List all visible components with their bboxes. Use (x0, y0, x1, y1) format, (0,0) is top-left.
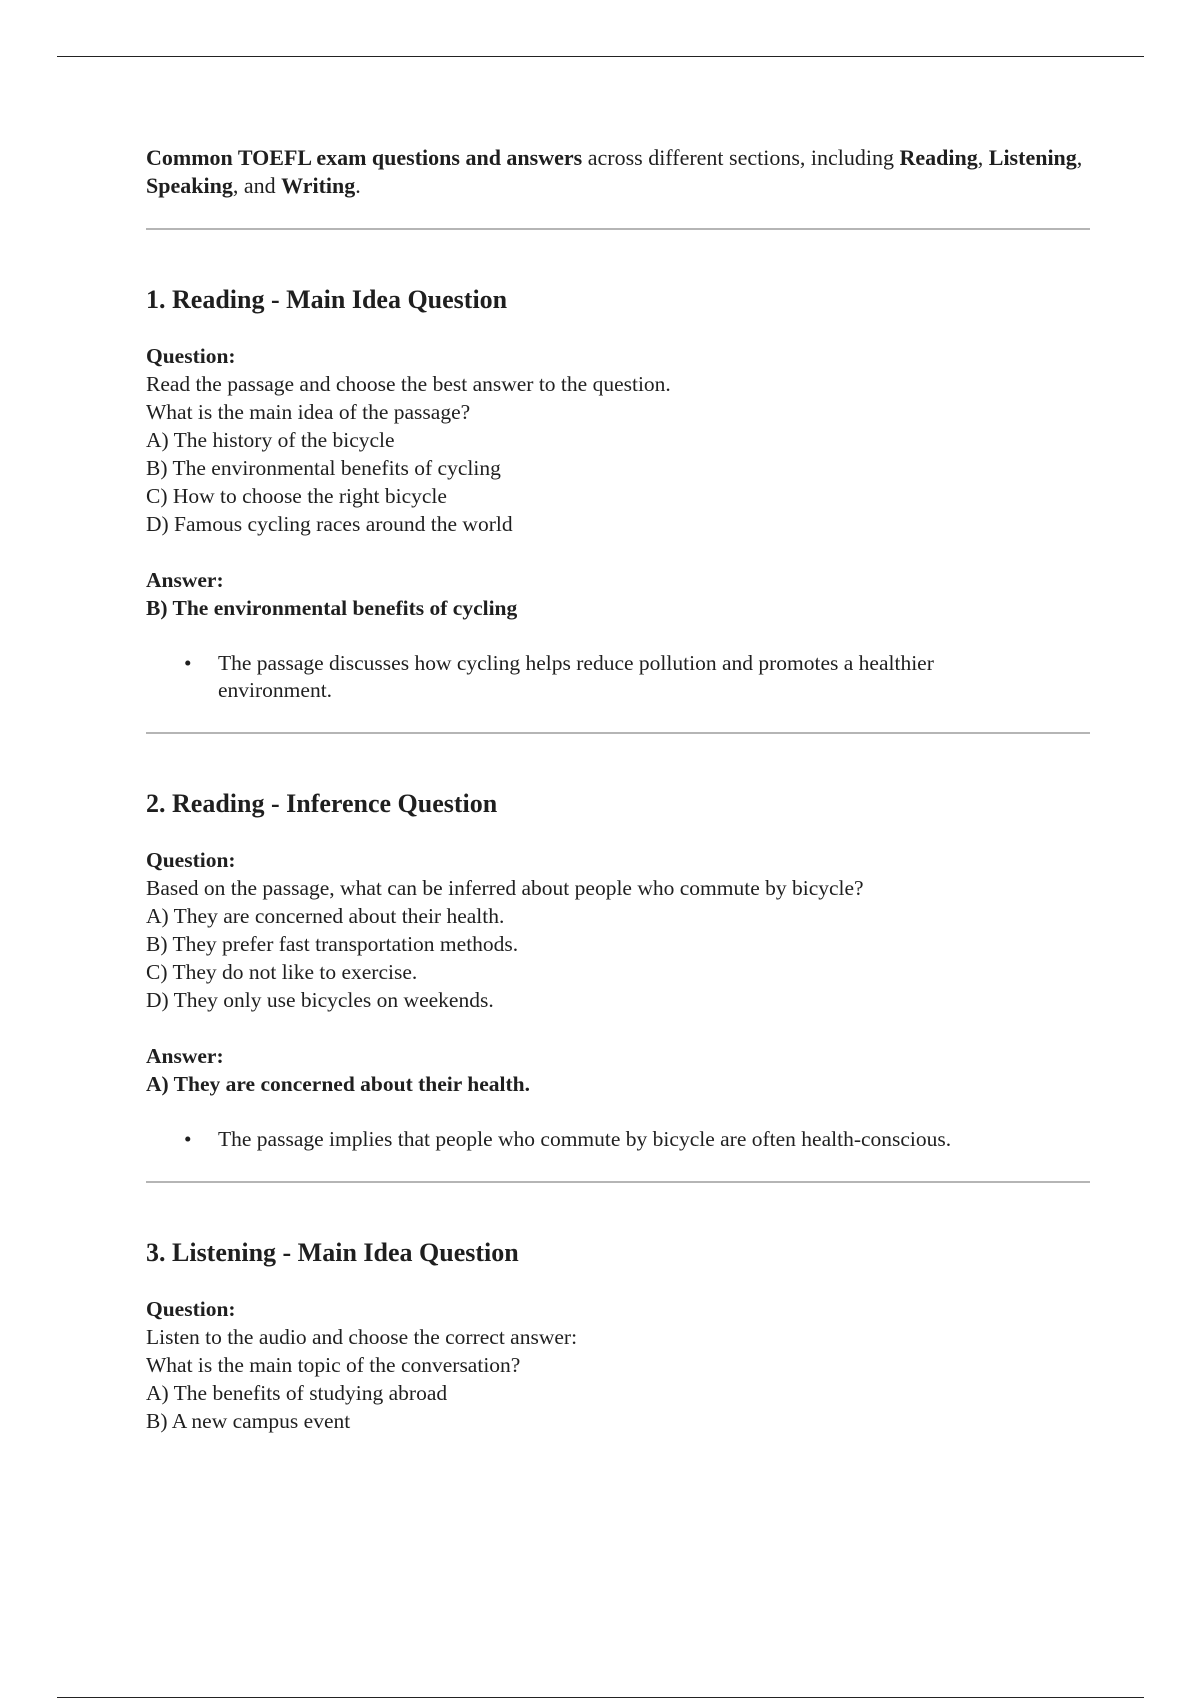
intro-comma: , (1076, 145, 1083, 170)
intro-text: across different sections, including (582, 145, 900, 170)
explanation-item (146, 1126, 1042, 1153)
page-top-rule (57, 56, 1144, 57)
question-label: Question: (146, 1297, 236, 1321)
option-c: C) How to choose the right bicycle (146, 484, 447, 508)
explanation-item (146, 650, 1042, 704)
option-b: B) They prefer fast transportation methods. (146, 932, 519, 956)
question-line: Listen to the audio and choose the correct answer: (146, 1325, 578, 1349)
option-d: D) They only use bicycles on weekends. (146, 988, 494, 1012)
question-line: What is the main idea of the passage? (146, 400, 471, 424)
question-block-1 (146, 342, 1090, 538)
question-line: Read the passage and choose the best answer to the question. (146, 372, 671, 396)
question-label: Question: (146, 848, 236, 872)
explanation-list-1 (146, 650, 1090, 704)
question-block-3 (146, 1295, 1090, 1435)
question-label: Question: (146, 344, 236, 368)
intro-bold-lead: Common TOEFL exam questions and answers (146, 145, 583, 170)
option-b: B) A new campus event (146, 1409, 351, 1433)
option-a: A) They are concerned about their health. (146, 904, 505, 928)
bullet-icon: • (184, 1127, 192, 1151)
intro-period: . (355, 173, 361, 198)
section-title-2: 2. Reading - Inference Question (146, 789, 498, 818)
intro-listening: Listening (988, 145, 1077, 170)
intro-and: , and (232, 173, 282, 198)
section-title-3: 3. Listening - Main Idea Question (146, 1238, 519, 1267)
question-line: Based on the passage, what can be inferred about people who commute by bicycle? (146, 876, 864, 900)
intro-paragraph (146, 144, 1090, 200)
answer-text: B) The environmental benefits of cycling (146, 596, 518, 620)
bullet-icon: • (184, 651, 192, 675)
intro-reading: Reading (899, 145, 978, 170)
answer-block-2 (146, 1042, 1090, 1098)
answer-label: Answer: (146, 568, 224, 592)
option-c: C) They do not like to exercise. (146, 960, 418, 984)
explanation-text: The passage implies that people who commute by bicycle are often health-conscious. (218, 1127, 952, 1151)
document-body (146, 144, 1090, 1435)
intro-writing: Writing (281, 173, 356, 198)
question-line: What is the main topic of the conversation? (146, 1353, 521, 1377)
page-bottom-rule (57, 1697, 1144, 1698)
explanation-text: environment. (218, 678, 333, 702)
option-a: A) The history of the bicycle (146, 428, 395, 452)
option-b: B) The environmental benefits of cycling (146, 456, 501, 480)
answer-text: A) They are concerned about their health. (146, 1072, 530, 1096)
intro-speaking: Speaking (146, 173, 233, 198)
question-block-2 (146, 846, 1090, 1014)
answer-label: Answer: (146, 1044, 224, 1068)
explanation-list-2 (146, 1126, 1090, 1153)
explanation-text: The passage discusses how cycling helps reduce pollution and promotes a healthier (218, 651, 934, 675)
intro-comma: , (977, 145, 989, 170)
option-d: D) Famous cycling races around the world (146, 512, 513, 536)
answer-block-1 (146, 566, 1090, 622)
section-title-1: 1. Reading - Main Idea Question (146, 285, 508, 314)
option-a: A) The benefits of studying abroad (146, 1381, 448, 1405)
